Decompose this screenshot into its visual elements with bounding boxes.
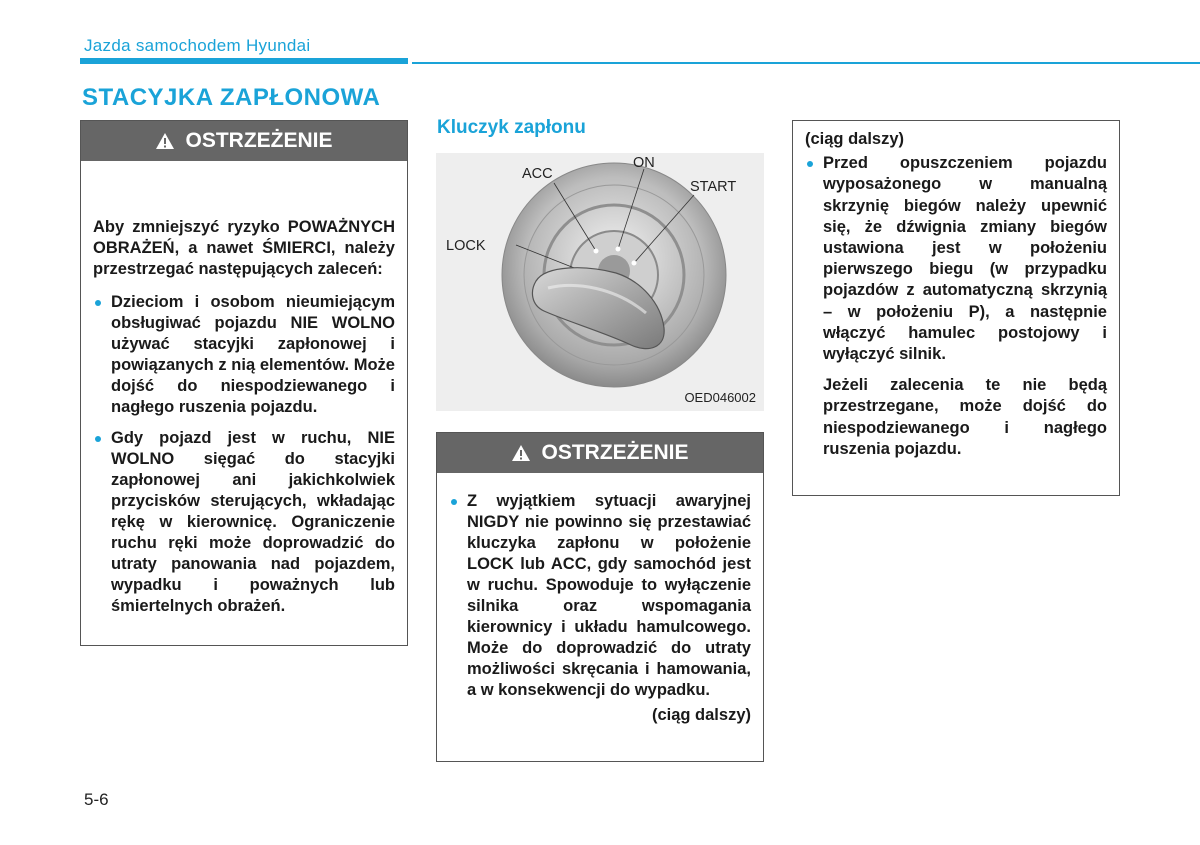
- header-rule-thin: [412, 62, 1200, 64]
- label-start: START: [690, 179, 737, 195]
- warning-bullet-list: [93, 292, 395, 617]
- ignition-figure: [436, 153, 764, 411]
- warning-triangle-icon: [155, 132, 175, 150]
- warning-body: [81, 161, 407, 617]
- figure-code: OED046002: [684, 390, 756, 405]
- warning-bullet: Gdy pojazd jest w ruchu, NIE WOLNO sięgać do stacyjki zapłonowej ani jakichkolwiek przycisków sterujących, wkładając rękę w kierownicę. Ograniczenie ruchu ręki może doprowadzić do utraty panowania nad pojazdem, wypadku i poważnych lub śmiertelnych obrażeń.: [93, 428, 395, 617]
- warning-bullet-list: [805, 153, 1107, 365]
- warning-followup: Jeżeli zalecenia te nie będą przestrzegane, może dojść do niespodziewanego i nagłego ruszenia pojazdu.: [823, 376, 1107, 458]
- warning-bullet-list: [449, 491, 751, 701]
- warning-bullet: Z wyjątkiem sytuacji awaryjnej NIGDY nie powinno się przestawiać kluczyka zapłonu w położenie LOCK lub ACC, gdy samochód jest w ruchu. Spowoduje to wyłączenie silnika oraz wspomagania kierownicy i układu hamulcowego. Może do doprowadzić do utraty możliwości skręcania i hamowania, a w konsekwencji do wypadku.: [449, 491, 751, 701]
- warning-header: [437, 433, 763, 473]
- warning-bullet: Dzieciom i osobom nieumiejącym obsługiwać pojazdu NIE WOLNO używać stacyjki zapłonowej i powiązanych z nią elementów. Może dojść do niespodziewanego i nagłego ruszenia pojazdu.: [93, 292, 395, 418]
- continued-note: (ciąg dalszy): [651, 706, 751, 724]
- header-rule-thick: [80, 58, 408, 64]
- label-lock: LOCK: [446, 238, 486, 254]
- warning-title: OSTRZEŻENIE: [185, 129, 333, 152]
- label-on: ON: [633, 155, 655, 171]
- warning-intro: Aby zmniejszyć ryzyko POWAŻNYCH OBRAŻEŃ, a nawet ŚMIERCI, należy przestrzegać następujących zaleceń:: [93, 218, 395, 278]
- warning-box-left: [80, 120, 408, 646]
- warning-triangle-icon: [511, 444, 531, 462]
- warning-header: [81, 121, 407, 161]
- warning-body: [793, 121, 1119, 460]
- key-subtitle: Kluczyk zapłonu: [437, 117, 586, 138]
- warning-title: OSTRZEŻENIE: [541, 441, 689, 464]
- page-number: 5-6: [84, 790, 109, 809]
- chapter-title: Jazda samochodem Hyundai: [84, 36, 311, 55]
- warning-bullet: Przed opuszczeniem pojazdu wyposażonego w manualną skrzynię biegów należy upewnić się, że dźwignia zmiany biegów ustawiona jest w położeniu pierwszego biegu (w przypadku pojazdów z automatyczną skrzynią – w położeniu P), a następnie włączyć hamulec postojowy i wyłączyć silnik.: [805, 153, 1107, 365]
- section-title: STACYJKA ZAPŁONOWA: [82, 84, 381, 111]
- warning-box-middle: [436, 432, 764, 762]
- label-acc: ACC: [522, 166, 553, 182]
- warning-box-right: [792, 120, 1120, 496]
- warning-body: [437, 473, 763, 726]
- continued-from-note: (ciąg dalszy): [805, 130, 905, 148]
